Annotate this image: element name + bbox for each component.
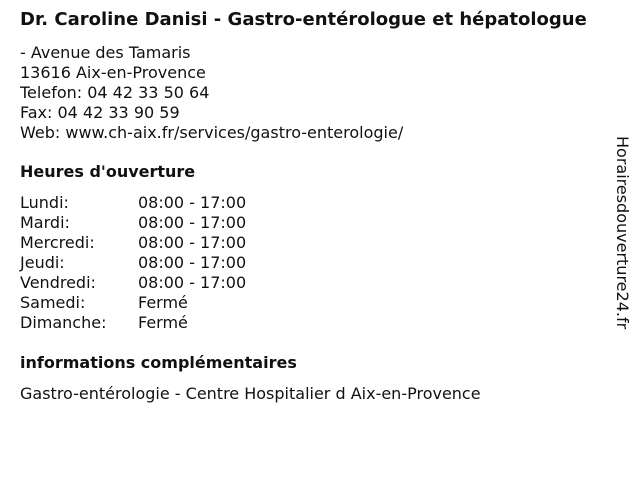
time-value: 08:00 - 17:00 xyxy=(138,193,247,212)
phone-number: Telefon: 04 42 33 50 64 xyxy=(20,83,210,102)
time-value: Fermé xyxy=(138,293,188,312)
site-watermark: Horairesdouverture24.fr xyxy=(613,136,632,330)
hours-table xyxy=(20,193,610,333)
time-value: 08:00 - 17:00 xyxy=(138,233,247,252)
hours-row-saturday xyxy=(20,293,610,313)
time-value: 08:00 - 17:00 xyxy=(138,253,247,272)
day-label: Lundi: xyxy=(20,193,69,212)
listing-card xyxy=(20,10,610,404)
hours-row-tuesday xyxy=(20,213,610,233)
website: Web: www.ch-aix.fr/services/gastro-enterologie/ xyxy=(20,123,404,142)
day-label: Mercredi: xyxy=(20,233,95,252)
fax-number: Fax: 04 42 33 90 59 xyxy=(20,103,180,122)
hours-row-thursday xyxy=(20,253,610,273)
time-value: 08:00 - 17:00 xyxy=(138,273,247,292)
hours-row-friday xyxy=(20,273,610,293)
hours-row-monday xyxy=(20,193,610,213)
day-label: Mardi: xyxy=(20,213,70,232)
info-heading: informations complémentaires xyxy=(20,353,297,372)
city-address: 13616 Aix-en-Provence xyxy=(20,63,206,82)
page-title: Dr. Caroline Danisi - Gastro-entérologue et hépatologue xyxy=(20,9,587,30)
hours-row-wednesday xyxy=(20,233,610,253)
time-value: 08:00 - 17:00 xyxy=(138,213,247,232)
address-block xyxy=(20,43,610,143)
day-label: Jeudi: xyxy=(20,253,65,272)
hours-heading: Heures d'ouverture xyxy=(20,162,196,181)
day-label: Vendredi: xyxy=(20,273,96,292)
street-address: - Avenue des Tamaris xyxy=(20,43,191,62)
day-label: Samedi: xyxy=(20,293,86,312)
day-label: Dimanche: xyxy=(20,313,107,332)
hours-row-sunday xyxy=(20,313,610,333)
info-text: Gastro-entérologie - Centre Hospitalier d Aix-en-Provence xyxy=(20,384,481,403)
time-value: Fermé xyxy=(138,313,188,332)
